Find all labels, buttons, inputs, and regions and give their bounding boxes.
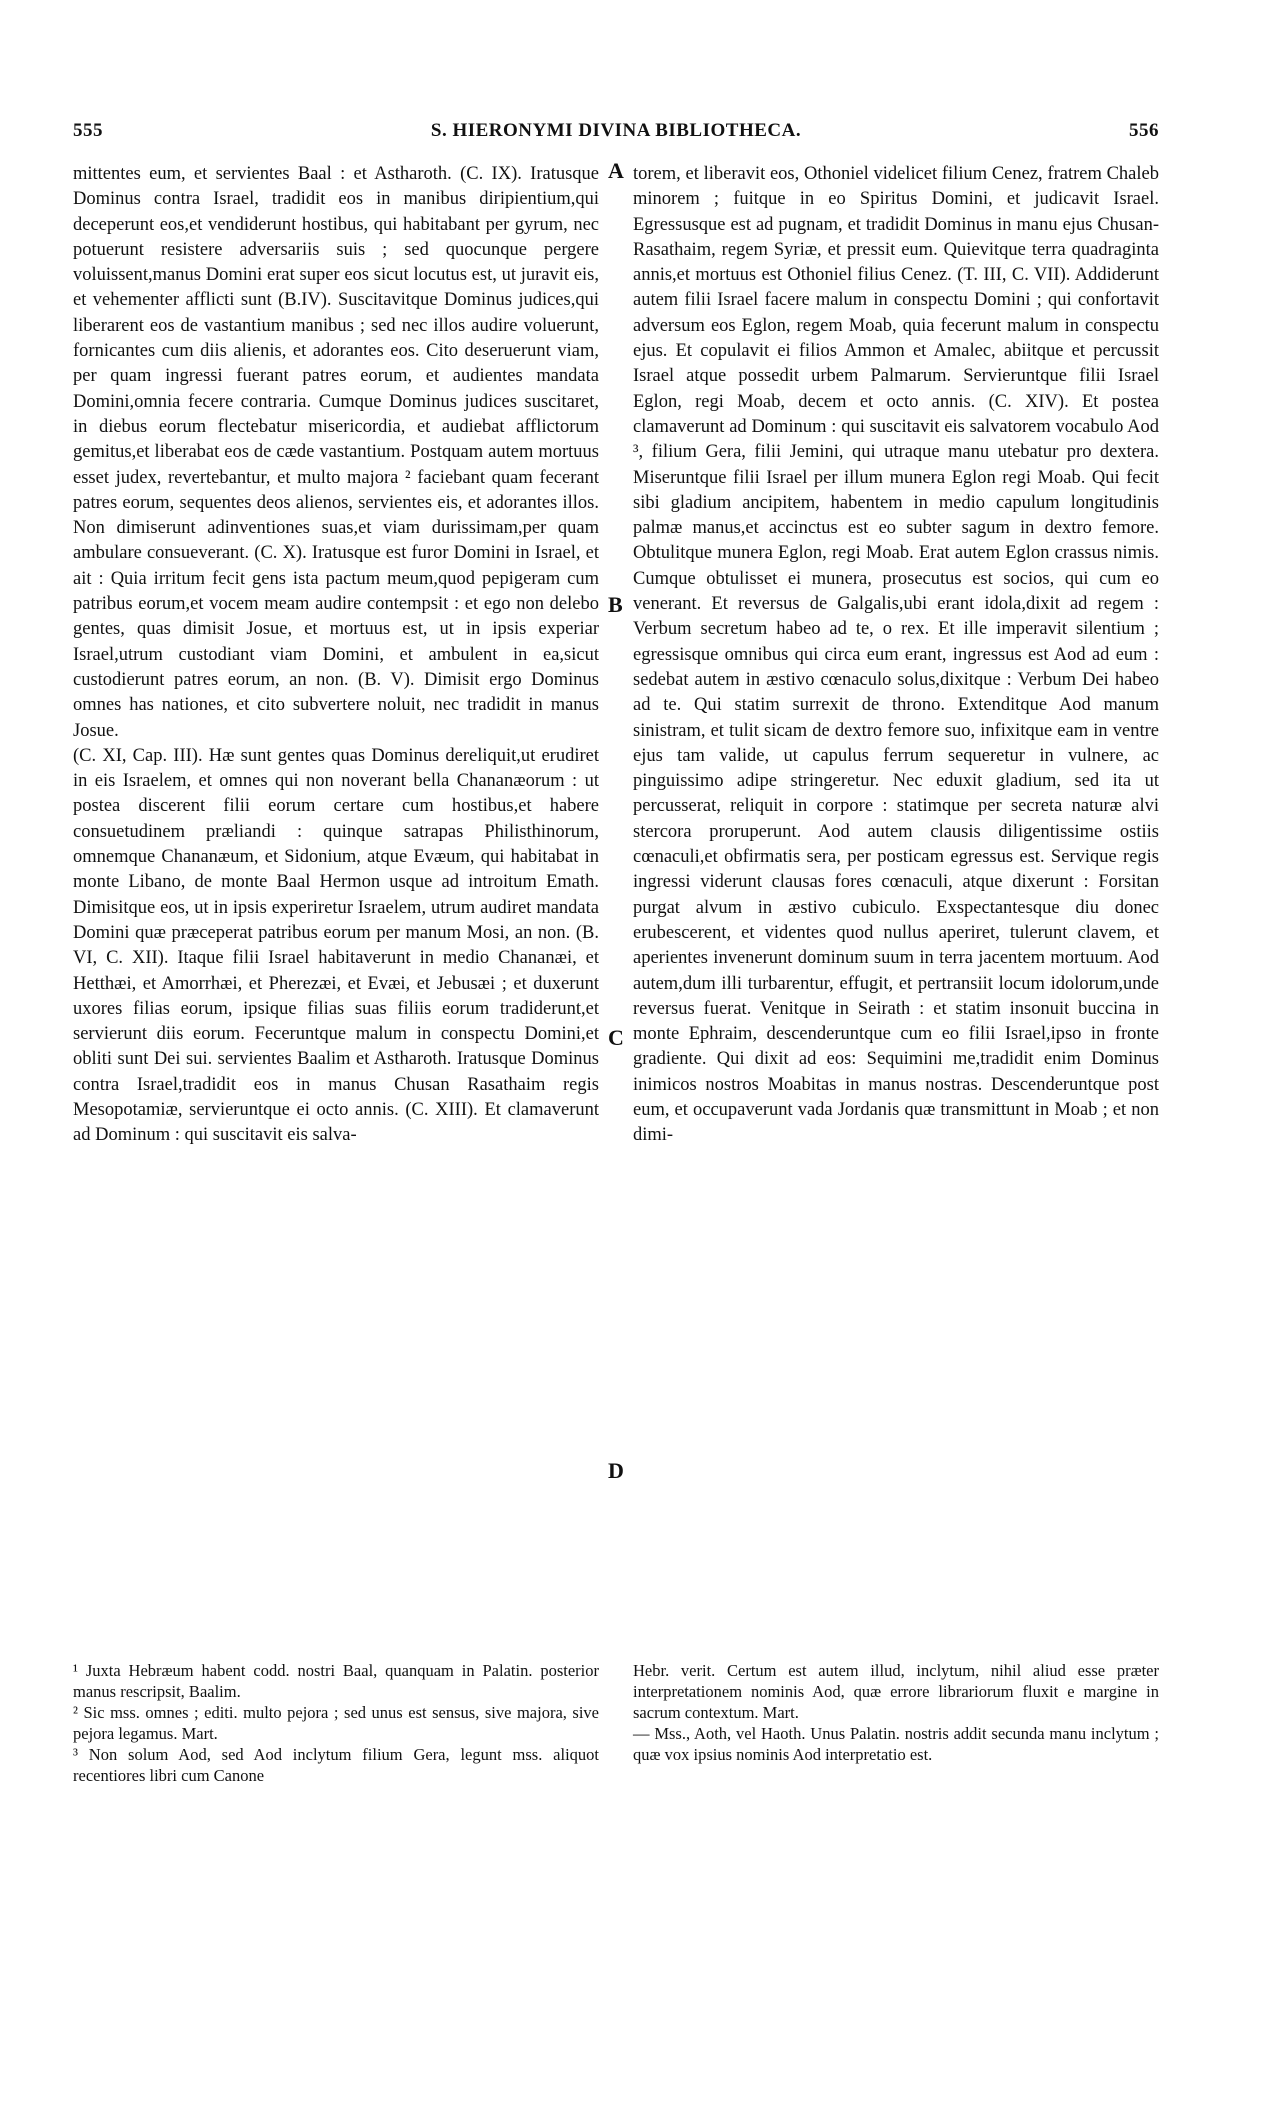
footnotes-left: [73, 1660, 599, 1786]
section-marker-c: C: [608, 1025, 624, 1050]
footnote-3-variants: — Mss., Aoth, vel Haoth. Unus Palatin. nostris addit secunda manu inclytum ; quæ vox ipsius nominis Aod interpretatio est.: [633, 1724, 1159, 1764]
right-paragraph-1: torem, et liberavit eos, Othoniel videlicet filium Cenez, fratrem Chaleb minorem ; fuitque in eo Spiritus Domini, et judicavit Israel. Egressusque est ad pugnam, et tradidit Dominus in manu ejus Chusan-Rasathaim, regem Syriæ, et pressit eum. Quievitque terra quadraginta annis,et mortuus est Othoniel filius Cenez. (T. III, C. VII). Addiderunt autem filii Israel facere malum in conspectu Domini ; qui confortavit adversum eos Eglon, regem Moab, quia fecerunt malum in conspectu ejus. Et copulavit ei filios Ammon et Amalec, abiitque et percussit Israel atque possedit urbem Palmarum. Servieruntque filii Israel Eglon, regi Moab, decem et octo annis. (C. XIV). Et postea clamaverunt ad Dominum : qui suscitavit eis salvatorem vocabulo Aod ³, filium Gera, filii Jemini, qui utraque manu utebatur pro dextera. Miseruntque filii Israel per illum munera Eglon regi Moab. Qui fecit sibi gladium ancipitem, habentem in medio capulum longitudinis palmæ manus,et accinctus est eo subter sagum in dextro femore. Obtulitque munera Eglon, regi Moab. Erat autem Eglon crassus nimis. Cumque obtulisset ei munera, prosecutus est socios, qui cum eo venerant. Et reversus de Galgalis,ubi erant idola,dixit ad regem : Verbum secretum habeo ad te, o rex. Et ille imperavit silentium ; egressisque omnibus qui circa eum erant, ingressus est Aod ad eum : sedebat autem in æstivo cœnaculo solus,dixitque : Verbum Dei habeo ad te. Qui statim surrexit de throno. Extenditque Aod manum sinistram, et tulit sicam de dextro femore suo, infixitque eam in ventre ejus tam valide, ut capulus ferrum sequeretur in vulnere, ac pinguissimo adipe stringeretur. Nec eduxit gladium, sed ita ut percusserat, reliquit in corpore : statimque per secreta naturæ alvi stercora proruperunt. Aod autem clausis diligentissime ostiis cœnaculi,et obfirmatis sera, per posticam egressus est. Servique regis ingressi viderunt clausas fores cœnaculi, atque dixerunt : Forsitan purgat alvum in æstivo cubiculo. Exspectantesque diu donec erubescerent, et videntes quod nullus aperiret, tulerunt clavem, et aperientes invenerunt dominum suum in terra jacentem mortuum. Aod autem,dum illi turbarentur, effugit, et pertransiit locum idolorum,unde reversus fuerat. Venitque in Seirath : et statim insonuit buccina in monte Ephraim, descenderuntque cum eo filii Israel,ipso in fronte gradiente. Qui dixit ad eos: Sequimini me,tradidit enim Dominus inimicos nostros Moabitas in manus nostras. Descenderuntque post eum, et occupaverunt vada Jordanis quæ transmittunt in Moab ; et non dimi-: [633, 164, 1159, 1146]
section-marker-b: B: [608, 592, 623, 617]
footnote-3-continued: Hebr. verit. Certum est autem illud, inclytum, nihil aliud esse præter interpretationem nominis Aod, quæ errore librariorum fluxit e margine in sacrum contextum. Mart.: [633, 1661, 1159, 1722]
left-paragraph-2: (C. XI, Cap. III). Hæ sunt gentes quas Dominus dereliquit,ut erudiret in eis Israelem, et omnes qui non noverant bella Chananæorum : ut postea discerent filii eorum certare cum hostibus,et habere consuetudinem præliandi : quinque satrapas Philisthinorum, omnemque Chananæum, et Sidonium, atque Evæum, qui habitabat in monte Libano, de monte Baal Hermon usque ad introitum Emath. Dimisitque eos, ut in ipsis experiretur Israelem, utrum audiret mandata Domini quæ præceperat patribus eorum per manum Mosi, an non. (B. VI, C. XII). Itaque filii Israel habitaverunt in medio Chananæi, et Hetthæi, et Amorrhæi, et Pherezæi, et Evæi, et Jebusæi ; et duxerunt uxores filias eorum, ipsique filias suas filiis eorum tradiderunt,et servierunt diis eorum. Feceruntque malum in conspectu Domini,et obliti sunt Dei sui. servientes Baalim et Astharoth. Iratusque Dominus contra Israel,tradidit eos in manus Chusan Rasathaim regis Mesopotamiæ, servieruntque ei octo annis. (C. XIII). Et clamaverunt ad Dominum : qui suscitavit eis salva-: [73, 745, 599, 1146]
left-text-column: [73, 162, 599, 1149]
running-title: S. HIERONYMI DIVINA BIBLIOTHECA.: [430, 120, 802, 141]
right-page-number: 556: [1129, 120, 1159, 141]
page-header: [73, 120, 1159, 154]
footnotes-right: [633, 1660, 1159, 1765]
left-page-number: 555: [73, 120, 103, 141]
section-marker-a: A: [608, 158, 624, 183]
footnote-3: ³ Non solum Aod, sed Aod inclytum filium Gera, legunt mss. aliquot recentiores libri cum Canone: [73, 1745, 599, 1785]
footnote-2: ² Sic mss. omnes ; editi. multo pejora ; sed unus est sensus, sive majora, sive pejora legamus. Mart.: [73, 1703, 599, 1743]
footnote-1: ¹ Juxta Hebræum habent codd. nostri Baal, quanquam in Palatin. posterior manus rescripsit, Baalim.: [73, 1661, 599, 1701]
right-text-column: [633, 162, 1159, 1149]
left-paragraph-1: mittentes eum, et servientes Baal : et Astharoth. (C. IX). Iratusque Dominus contra Israel, tradidit eos in manibus diripientium,qui deceperunt eos,et vendiderunt hostibus, qui habitabant per gyrum, nec potuerunt resistere adversariis suis ; sed quocunque pergere voluissent,manus Domini erat super eos sicut locutus est, ut juravit eis, et vehementer afflicti sunt (B.IV). Suscitavitque Dominus judices,qui liberarent eos de vastantium manibus ; sed nec illos audire voluerunt, fornicantes cum diis alienis, et adorantes eos. Cito deseruerunt viam, per quam ingressi fuerant patres eorum, et audientes mandata Domini,omnia fecere contraria. Cumque Dominus judices suscitaret, in diebus eorum flectebatur misericordia, et audiebat afflictorum gemitus,et liberabat eos de cæde vastantium. Postquam autem mortuus esset judex, revertebantur, et multo majora ² faciebant quam fecerant patres eorum, sequentes deos alienos, servientes eis, et adorantes illos. Non dimiserunt adinventiones suas,et viam durissimam,per quam ambulare consueverant. (C. X). Iratusque est furor Domini in Israel, et ait : Quia irritum fecit gens ista pactum meum,quod pepigeram cum patribus eorum,et vocem meam audire contempsit : et ego non delebo gentes, quas dimisit Josue, et mortuus est, ut in ipsis experiar Israel,utrum custodiant viam Domini, et ambulent in ea,sicut custodierunt patres eorum, an non. (B. V). Dimisit ergo Dominus omnes has nationes, et cito subvertere noluit, nec tradidit in manus Josue.: [73, 164, 599, 741]
section-marker-d: D: [608, 1458, 624, 1483]
